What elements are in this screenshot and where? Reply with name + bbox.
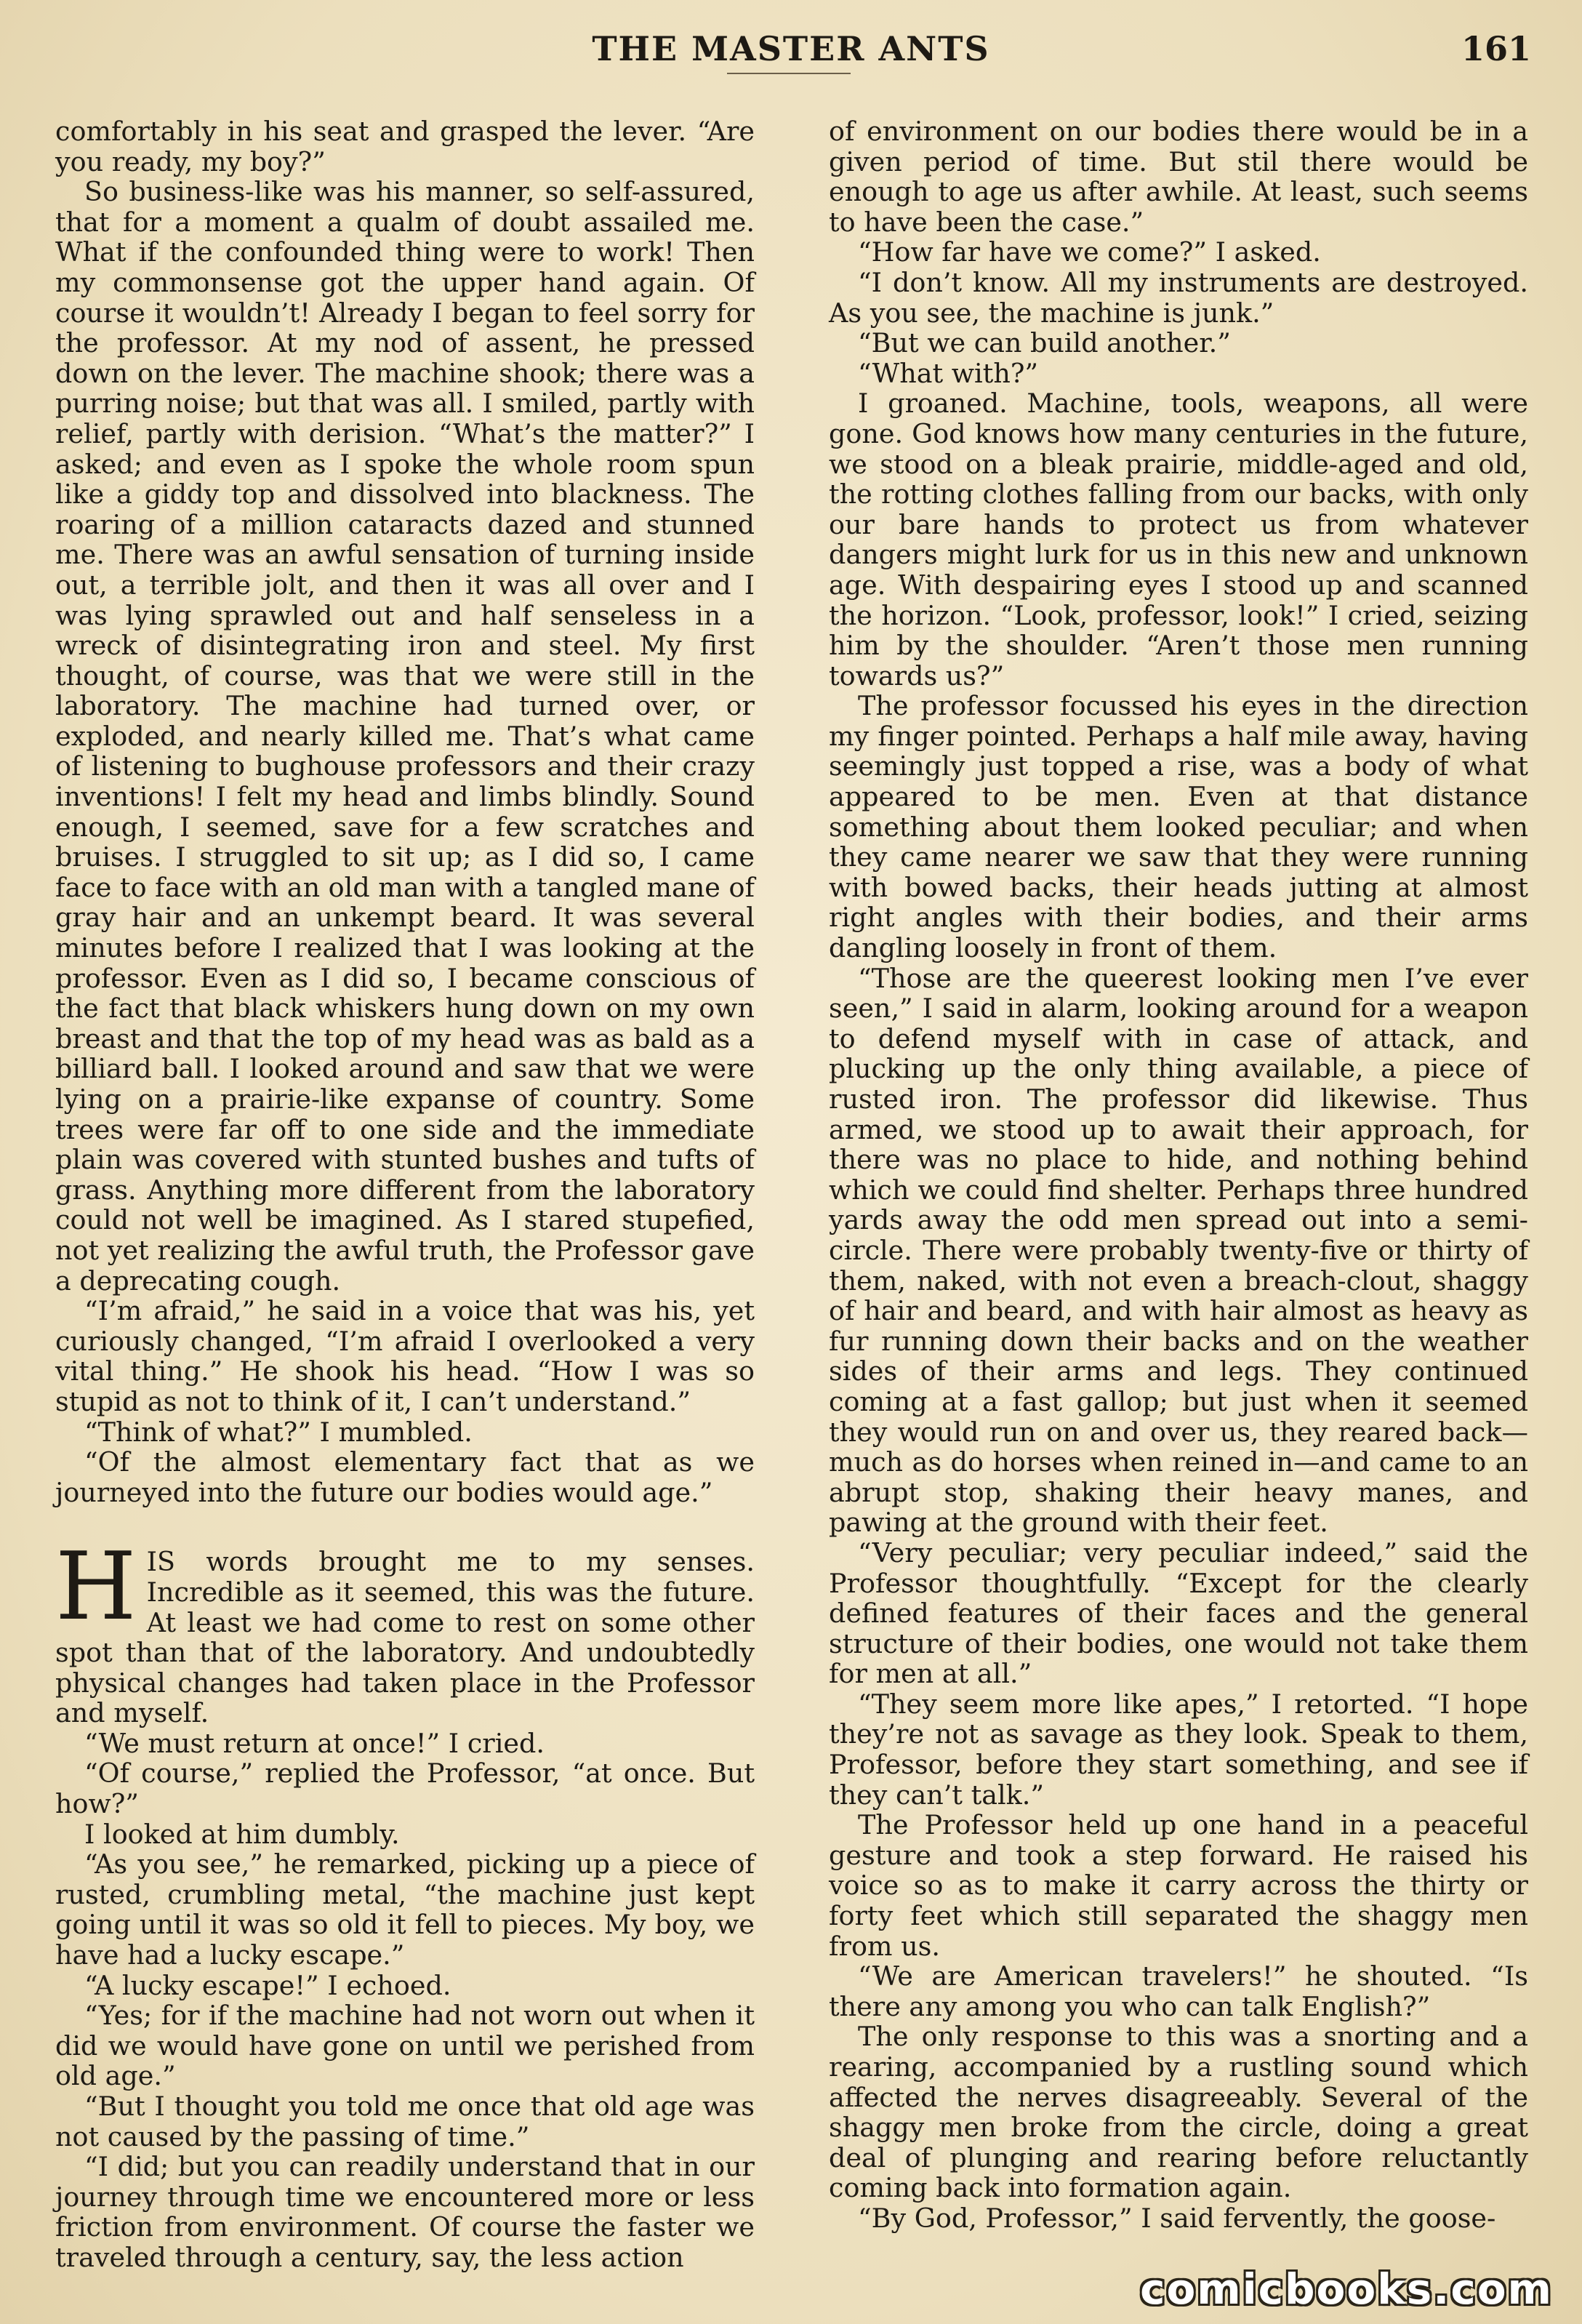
paragraph: “Yes; for if the machine had not worn out when it did we would have gone on until we perished from old age.” xyxy=(55,2000,755,2092)
watermark-logo: comicbooks.com xyxy=(1140,2264,1553,2314)
paragraph: I looked at him dumbly. xyxy=(84,1818,400,1850)
paragraph: “I did; but you can readily understand that in our journey through time we encountered more or less friction from environment. Of course the faster we traveled through a century, say, the less action xyxy=(55,2151,755,2273)
paragraph: “Very peculiar; very peculiar indeed,” said the Professor thoughtfully. “Except for the clearly defined features of their faces and the general structure of their bodies, one would not take them for men at all.” xyxy=(829,1536,1528,1690)
paragraph: of environment on our bodies there would be in a given period of time. But stil there would be enough to age us after awhile. At least, such seems to have been the case.” xyxy=(829,116,1528,238)
drop-cap-paragraph: HIS words brought me to my senses. Incredible as it seemed, this was the future. At least we had come to rest on some other spot than that of the laboratory. And undoubtedly physical changes had taken place in the Professor and myself. xyxy=(55,1533,755,1729)
paragraph: “By God, Professor,” I said fervently, the goose- xyxy=(858,2202,1496,2234)
paragraph: “How far have we come?” I asked. xyxy=(858,236,1321,268)
paragraph: “Of the almost elementary fact that as we journeyed into the future our bodies would age.” xyxy=(55,1446,755,1508)
paragraph: “They seem more like apes,” I retorted. “I hope they’re not as savage as they look. Speak to them, Professor, before they start something, and see if they can’t talk.” xyxy=(829,1688,1528,1811)
paragraph: “Those are the queerest looking men I’ve ever seen,” I said in alarm, looking around for a weapon to defend myself with in case of attack, and plucking up the only thing available, a piece of rusted iron. The professor did likewise. Thus armed, we stood up to await their approach, for there was no place to hide, and nothing behind which we could find shelter. Perhaps three hundred yards away the odd men spread out into a semi-circle. There were probably twenty-five or thirty of them, naked, with not even a breach-clout, shaggy of hair and beard, and with hair almost as heavy as fur running down their backs and on the weather sides of their arms and legs. They continued coming at a fast gallop; but just when it seemed they would run on and over us, they reared back—much as do horses when reined in—and came to an abrupt stop, shaking their heavy manes, and pawing at the ground with their feet. xyxy=(829,962,1528,1539)
paragraph: So business-like was his manner, so self-assured, that for a moment a qualm of doubt assailed me. What if the confounded thing were to work! Then my commonsense got the upper hand again. Of course it wouldn’t! Already I began to feel sorry for the professor. At my nod of assent, he pressed down on the lever. The machine shook; there was a purring noise; but that was all. I smiled, partly with relief, partly with derision. “What’s the matter?” I asked; and even as I spoke the whole room spun like a giddy top and dissolved into blackness. The roaring of a million cataracts dazed and stunned me. There was an awful sensation of turning inside out, a terrible jolt, and then it was all over and I was lying sprawled out and half senseless in a wreck of disintegrating iron and steel. My first thought, of course, was that we were still in the laboratory. The machine had turned over, or exploded, and nearly killed me. That’s what came of listening to bughouse professors and their crazy inventions! I felt my head and limbs blindly. Sound enough, I seemed, save for a few scratches and bruises. I struggled to sit up; as I did so, I came face to face with an old man with a tangled mane of gray hair and an unkempt beard. It was several minutes before I realized that I was looking at the professor. Even as I did so, I became conscious of the fact that black whiskers hung down on my own breast and that the top of my head was as bald as a billiard ball. I looked around and saw that we were lying on a prairie-like expanse of country. Some trees were far off to one side and the immediate plain was covered with stunted bushes and tufts of grass. Anything more different from the laboratory could not well be imagined. As I stared stupefied, not yet realizing the awful truth, the Professor gave a deprecating cough. xyxy=(55,176,755,1297)
title-underline xyxy=(727,73,851,74)
section-break xyxy=(55,1507,755,1547)
paragraph: The Professor held up one hand in a peaceful gesture and took a step forward. He raised his voice so as to make it carry across the thirty or forty feet which still separated the shaggy men from us. xyxy=(829,1809,1528,1962)
paragraph: “But I thought you told me once that old age was not caused by the passing of time.” xyxy=(55,2091,755,2152)
paragraph: “I don’t know. All my instruments are destroyed. As you see, the machine is junk.” xyxy=(829,266,1528,329)
paragraph: “We must return at once!” I cried. xyxy=(84,1727,545,1759)
paragraph: “What with?” xyxy=(858,357,1039,389)
paragraph: I groaned. Machine, tools, weapons, all were gone. God knows how many centuries in the future, we stood on a bleak prairie, middle-aged and old, the rotting clothes falling from our backs, with only our bare hands to protect us from whatever dangers might lurk for us in this new and unknown age. With despairing eyes I stood up and scanned the horizon. “Look, professor, look!” I cried, seizing him by the shoulder. “Aren’t those men running towards us?” xyxy=(829,388,1528,692)
page-number: 161 xyxy=(1461,29,1531,68)
paragraph: “Of course,” replied the Professor, “at once. But how?” xyxy=(55,1758,755,1820)
left-column xyxy=(55,116,755,2273)
paragraph: “But we can build another.” xyxy=(858,327,1231,359)
paragraph: “A lucky escape!” I echoed. xyxy=(84,1969,451,2001)
running-title: THE MASTER ANTS xyxy=(592,29,990,68)
paragraph: “Think of what?” I mumbled. xyxy=(84,1416,473,1448)
paragraph: “As you see,” he remarked, picking up a piece of rusted, crumbling metal, “the machine just kept going until it was so old it fell to pieces. My boy, we have had a lucky escape.” xyxy=(55,1848,755,1971)
paragraph: “We are American travelers!” he shouted. “Is there any among you who can talk English?” xyxy=(829,1960,1528,2022)
paragraph: The professor focussed his eyes in the direction my finger pointed. Perhaps a half mile away, having seemingly just topped a rise, was a body of what appeared to be men. Even at that distance something about them looked peculiar; and when they came nearer we saw that they were running with bowed backs, their heads jutting at almost right angles with their bodies, and their arms dangling loosely in front of them. xyxy=(829,690,1528,964)
paragraph: comfortably in his seat and grasped the lever. “Are you ready, my boy?” xyxy=(55,116,755,177)
paragraph: “I’m afraid,” he said in a voice that was his, yet curiously changed, “I’m afraid I overlooked a very vital thing.” He shook his head. “How I was so stupid as not to think of it, I can’t understand.” xyxy=(55,1295,755,1417)
paragraph: The only response to this was a snorting and a rearing, accompanied by a rustling sound which affected the nerves disagreeably. Several of the shaggy men broke from the circle, doing a great deal of plunging and rearing before reluctantly coming back into formation again. xyxy=(829,2021,1528,2204)
right-column xyxy=(829,116,1528,2234)
